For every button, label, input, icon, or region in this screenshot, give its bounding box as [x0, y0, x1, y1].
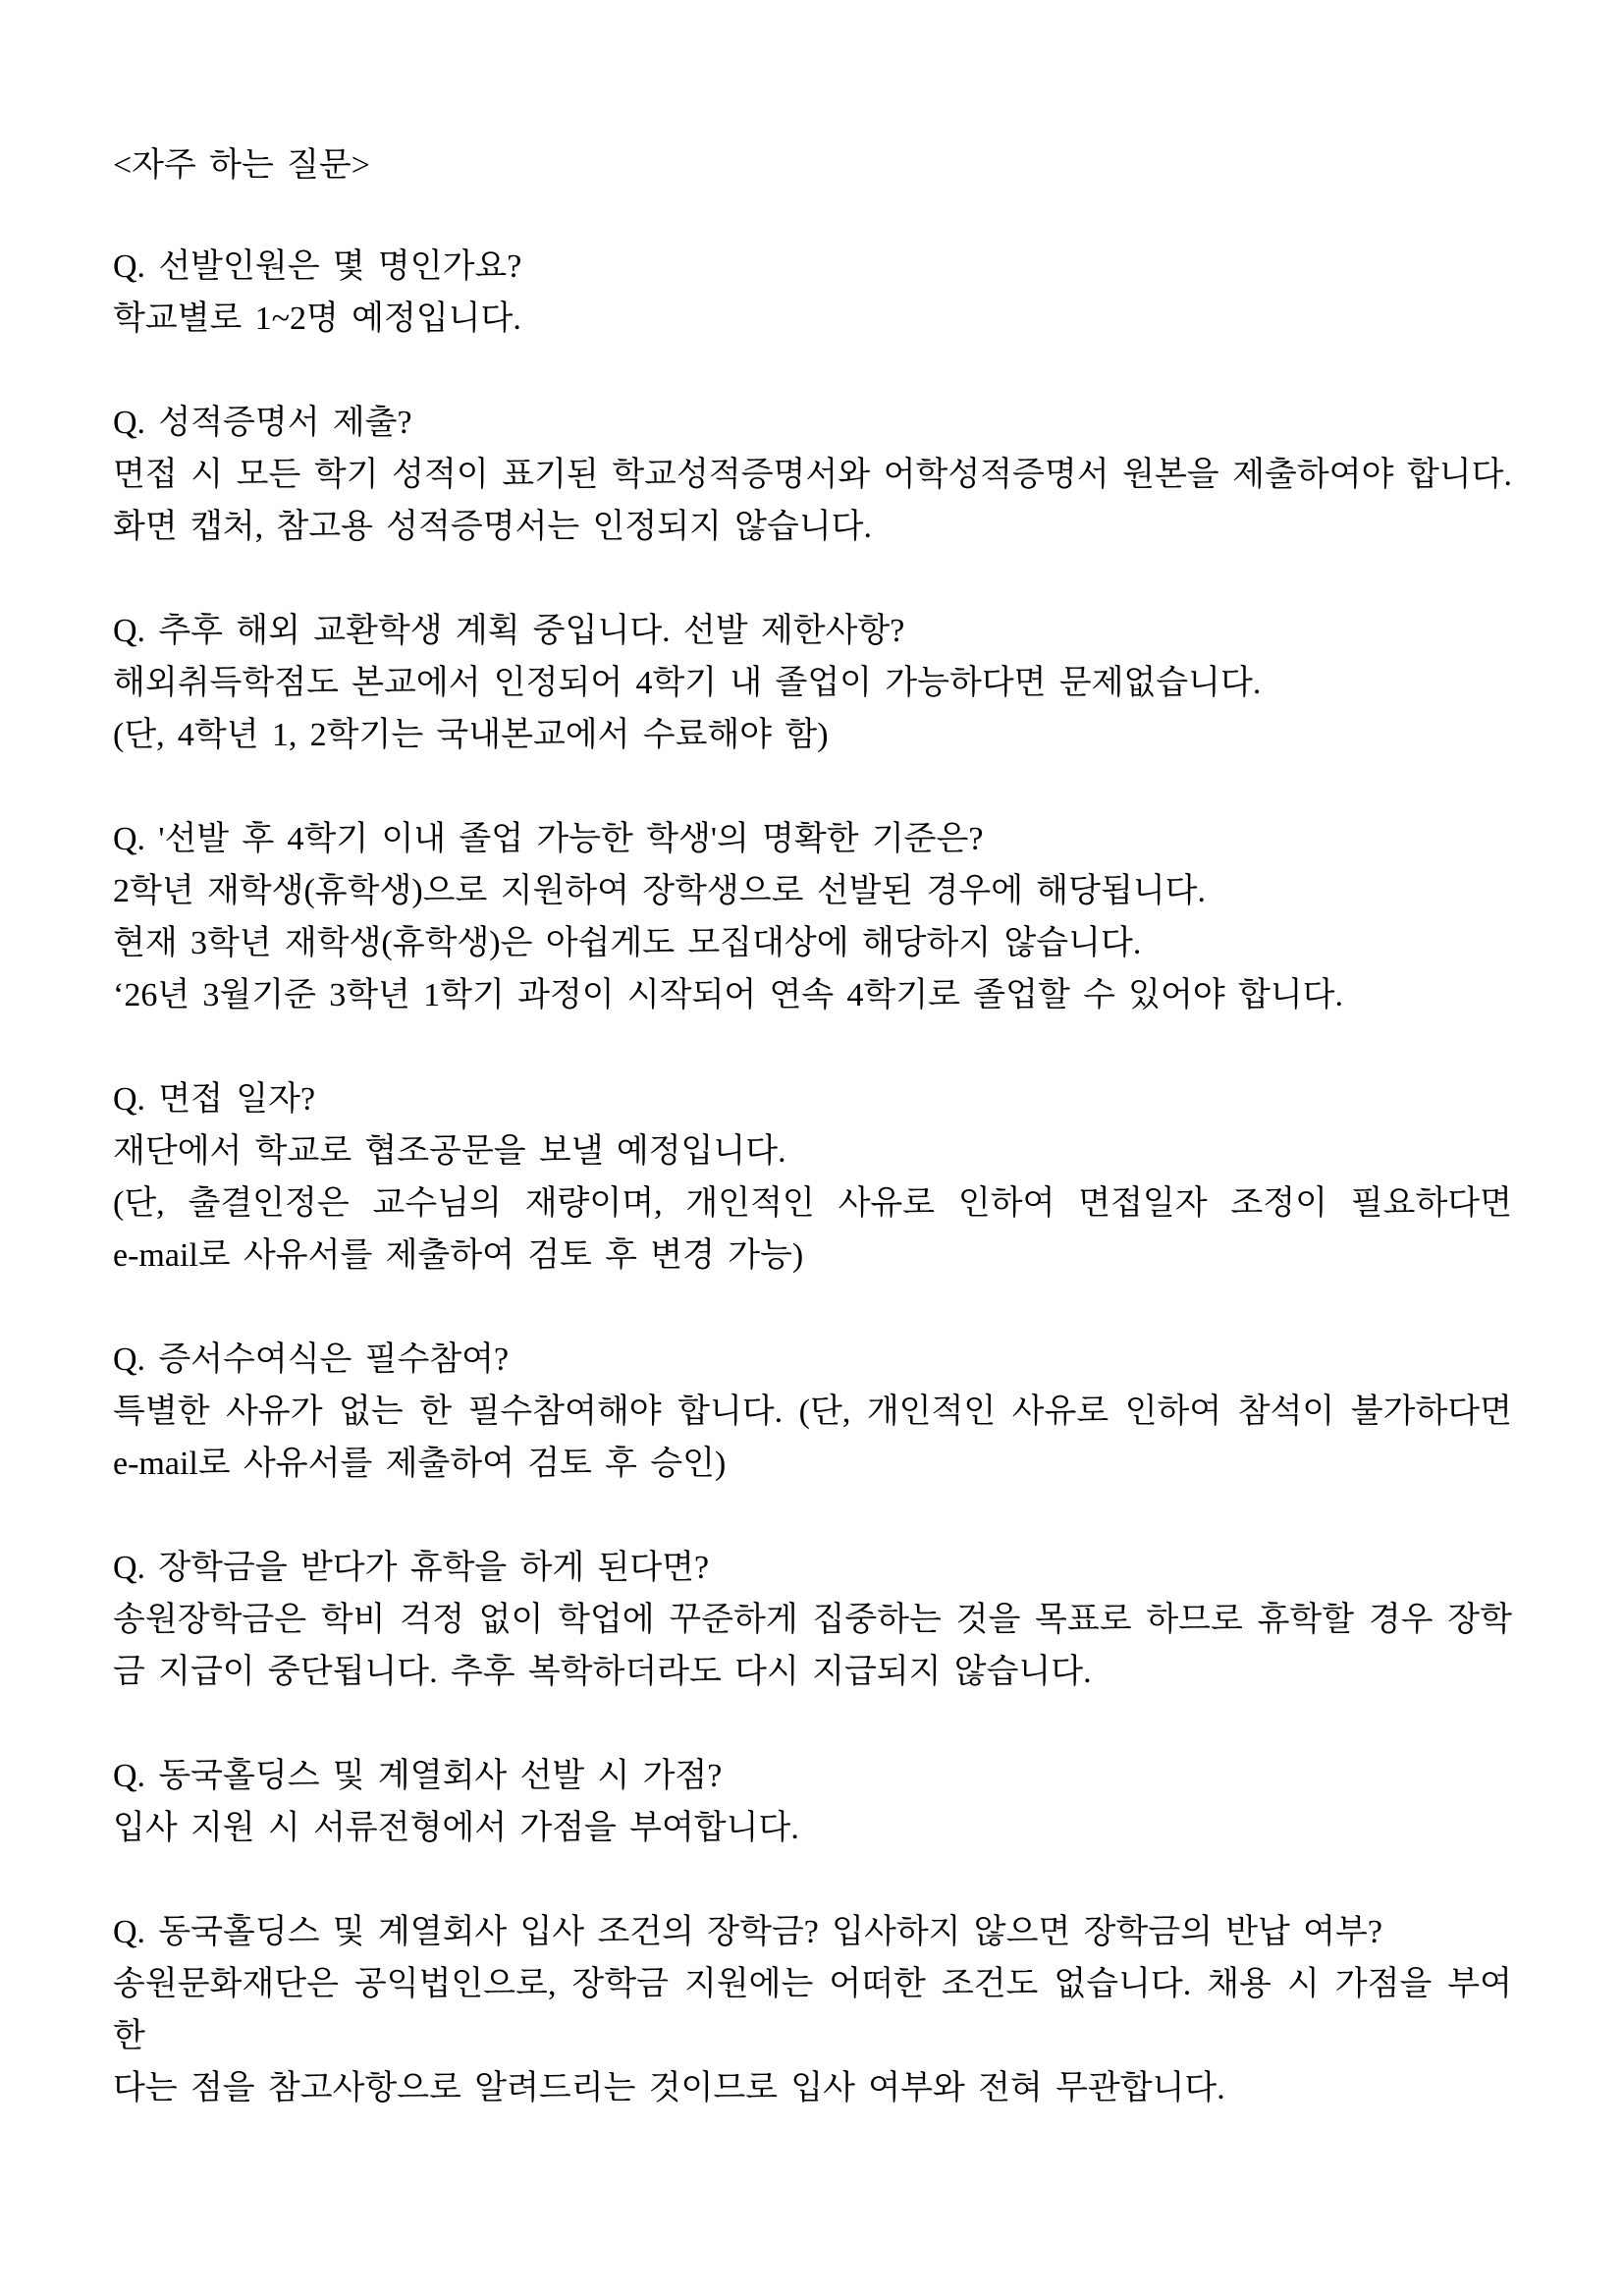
faq-answer-line: 학교별로 1~2명 예정입니다. — [113, 301, 521, 337]
faq-section — [113, 241, 1512, 345]
faq-section — [113, 1906, 1512, 2114]
faq-question: Q. 동국홀딩스 및 계열회사 입사 조건의 장학금? 입사하지 않으면 장학금의 반납 여부? — [113, 1914, 1382, 1950]
faq-answer-line: 금 지급이 중단됩니다. 추후 복학하더라도 다시 지급되지 않습니다. — [113, 1654, 1092, 1690]
faq-question: Q. '선발 후 4학기 이내 졸업 가능한 학생'의 명확한 기준은? — [113, 821, 984, 857]
faq-answer-line: e-mail로 사유서를 제출하여 검토 후 승인) — [113, 1446, 727, 1482]
faq-question: Q. 성적증명서 제출? — [113, 405, 412, 441]
faq-answer-line: (단, 출결인정은 교수님의 재량이며, 개인적인 사유로 인하여 면접일자 조정이 필요하다면 — [113, 1185, 1512, 1222]
faq-answer-line: 송원장학금은 학비 걱정 없이 학업에 꾸준하게 집중하는 것을 목표로 하므로 휴학할 경우 장학 — [113, 1602, 1512, 1638]
faq-answer-line: 면접 시 모든 학기 성적이 표기된 학교성적증명서와 어학성적증명서 원본을 제출하여야 합니다. — [113, 457, 1512, 493]
faq-answer-line: 현재 3학년 재학생(휴학생)은 아쉽게도 모집대상에 해당하지 않습니다. — [113, 925, 1142, 961]
faq-section — [113, 1334, 1512, 1490]
faq-answer-line: 다는 점을 참고사항으로 알려드리는 것이므로 입사 여부와 전혀 무관합니다. — [113, 2070, 1225, 2106]
faq-answer-line: 특별한 사유가 없는 한 필수참여해야 합니다. (단, 개인적인 사유로 인하여 참석이 불가하다면 — [113, 1394, 1512, 1430]
faq-answer-line: 2학년 재학생(휴학생)으로 지원하여 장학생으로 선발된 경우에 해당됩니다. — [113, 873, 1207, 909]
faq-answer-line: (단, 4학년 1, 2학기는 국내본교에서 수료해야 함) — [113, 717, 829, 753]
faq-section — [113, 605, 1512, 761]
faq-answer-line: e-mail로 사유서를 제출하여 검토 후 변경 가능) — [113, 1237, 804, 1274]
faq-answer-line: 입사 지원 시 서류전형에서 가점을 부여합니다. — [113, 1810, 799, 1846]
faq-question: Q. 면접 일자? — [113, 1081, 316, 1118]
faq-section — [113, 1542, 1512, 1698]
faq-section — [113, 813, 1512, 1021]
faq-question: Q. 동국홀딩스 및 계열회사 선발 시 가점? — [113, 1758, 723, 1794]
faq-section — [113, 397, 1512, 553]
faq-answer-line: 화면 캡처, 참고용 성적증명서는 인정되지 않습니다. — [113, 509, 873, 545]
faq-section — [113, 1750, 1512, 1854]
faq-question: Q. 선발인원은 몇 명인가요? — [113, 248, 522, 285]
faq-question: Q. 장학금을 받다가 휴학을 하게 된다면? — [113, 1550, 710, 1586]
faq-answer-line: 재단에서 학교로 협조공문을 보낼 예정입니다. — [113, 1133, 786, 1170]
faq-section — [113, 1073, 1512, 1282]
faq-question: Q. 증서수여식은 필수참여? — [113, 1341, 510, 1378]
faq-answer-line: 해외취득학점도 본교에서 인정되어 4학기 내 졸업이 가능하다면 문제없습니다. — [113, 665, 1262, 701]
faq-question: Q. 추후 해외 교환학생 계획 중입니다. 선발 제한사항? — [113, 613, 905, 649]
faq-answer-line: 송원문화재단은 공익법인으로, 장학금 지원에는 어떠한 조건도 없습니다. 채용 시 가점을 부여한 — [113, 1966, 1512, 2054]
document-title: <자주 하는 질문> — [113, 147, 370, 184]
faq-answer-line: ‘26년 3월기준 3학년 1학기 과정이 시작되어 연속 4학기로 졸업할 수 있어야 합니다. — [113, 977, 1343, 1013]
